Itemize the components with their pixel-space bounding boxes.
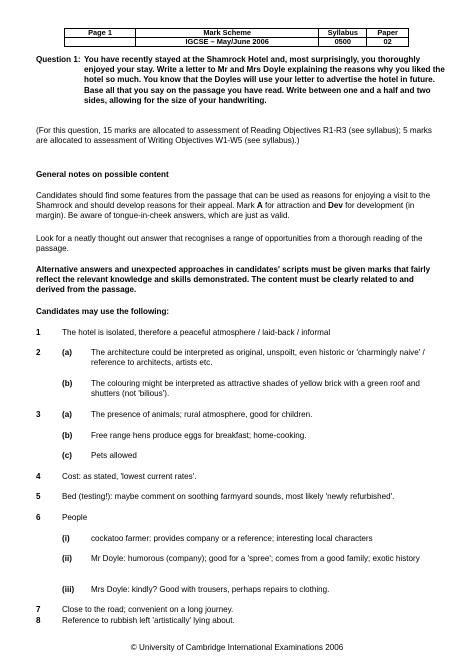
item-sublabel: (a) bbox=[62, 348, 72, 357]
item-text: Free range hens produce eggs for breakfast; home-cooking. bbox=[91, 431, 307, 440]
header-table bbox=[64, 28, 409, 47]
general-heading: General notes on possible content bbox=[36, 170, 169, 179]
item-sublabel: (iii) bbox=[62, 585, 75, 594]
syllabus-label: Syllabus bbox=[319, 29, 367, 38]
item-text: Close to the road; convenient on a long journey. bbox=[62, 605, 234, 614]
item-text: Reference to rubbish left 'artistically' lying about. bbox=[62, 616, 235, 625]
item-text: The architecture could be interpreted as original, unspoilt, even historic or 'charmingly naive' / reference to architects, artists etc. bbox=[91, 348, 425, 368]
allocation-note: (For this question, 15 marks are allocated to assessment of Reading Objectives R1-R3 (see syllabus); 5 marks are allocated to assessment of Writing Objectives W1-W5 (see syllabus).) bbox=[36, 126, 432, 146]
item-number: 1 bbox=[36, 328, 41, 337]
item-text: Mrs Doyle: kindly? Good with trousers, perhaps repairs to clothing. bbox=[91, 585, 330, 594]
exam-label: IGCSE – May/June 2006 bbox=[136, 38, 319, 47]
item-text: People bbox=[62, 513, 88, 522]
question-label: Question 1: bbox=[36, 55, 81, 64]
page-label: Page 1 bbox=[65, 29, 136, 38]
syllabus-value: 0500 bbox=[319, 38, 367, 47]
item-number: 3 bbox=[36, 410, 41, 419]
para-1-text-b: for attraction and bbox=[262, 201, 329, 211]
question-text: You have recently stayed at the Shamrock Hotel and, most surprisingly, you thoroughly enjoyed your stay. Write a letter to Mr and Mrs Doyle explaining the reasons why you liked the hotel so much. You know that the Doyles will use your letter to advertise the hotel in future. Base all that you say on the passage you have read. Write between one and a half and two sides, allowing for the size of your handwriting. bbox=[84, 55, 445, 105]
item-number: 2 bbox=[36, 348, 41, 357]
item-sublabel: (a) bbox=[62, 410, 72, 419]
candidates-may-use: Candidates may use the following: bbox=[36, 307, 170, 316]
item-number: 5 bbox=[36, 492, 41, 501]
para-1-text-c: for development (in margin). Be aware of tongue-in-cheek answers, which are just as valid. bbox=[36, 201, 415, 221]
item-sublabel: (b) bbox=[62, 431, 73, 440]
paper-value: 02 bbox=[367, 38, 409, 47]
item-text: Cost: as stated, 'lowest current rates'. bbox=[62, 472, 197, 481]
item-number: 8 bbox=[36, 616, 41, 625]
general-para-2: Look for a neatly thought out answer that recognises a range of opportunities from a thorough reading of the passage. bbox=[36, 234, 423, 254]
copyright-footer: © University of Cambridge International Examinations 2006 bbox=[130, 643, 344, 652]
item-sublabel: (ii) bbox=[62, 554, 72, 563]
item-text: The presence of animals; rural atmosphere, good for children. bbox=[91, 410, 313, 419]
item-number: 4 bbox=[36, 472, 41, 481]
item-text: Mr Doyle: humorous (company); good for a 'spree'; comes from a good family; exotic history bbox=[91, 554, 420, 563]
item-number: 7 bbox=[36, 605, 41, 614]
item-sublabel: (b) bbox=[62, 379, 73, 388]
item-text: Pets allowed bbox=[91, 451, 137, 460]
general-para-1 bbox=[36, 191, 444, 222]
item-sublabel: (c) bbox=[62, 451, 72, 460]
para-1-mark-a: A bbox=[256, 201, 263, 211]
item-text: cockatoo farmer: provides company or a reference; interesting local characters bbox=[91, 534, 373, 543]
general-para-3: Alternative answers and unexpected approaches in candidates' scripts must be given marks that fairly reflect the relevant knowledge and skills demonstrated. The content must be clearly related to and derived from the passage. bbox=[36, 265, 431, 295]
para-1-text-a: Candidates should find some features from the passage that can be used as reasons for enjoying a visit to the Shamrock and should develop reasons for their appeal. Mark bbox=[36, 191, 431, 211]
scheme-label: Mark Scheme bbox=[136, 29, 319, 38]
paper-label: Paper bbox=[367, 29, 409, 38]
item-text: The hotel is isolated, therefore a peaceful atmosphere / laid-back / informal bbox=[62, 328, 331, 337]
item-text: The colouring might be interpreted as attractive shades of yellow brick with a green roof and shutters (not 'bilious'). bbox=[91, 379, 420, 399]
item-text: Bed (testing!): maybe comment on soothing farmyard sounds, most likely 'newly refurbished'. bbox=[62, 492, 395, 501]
para-1-mark-dev: Dev bbox=[328, 201, 343, 211]
header-blank-cell bbox=[65, 38, 136, 47]
item-number: 6 bbox=[36, 513, 41, 522]
item-sublabel: (i) bbox=[62, 534, 70, 543]
